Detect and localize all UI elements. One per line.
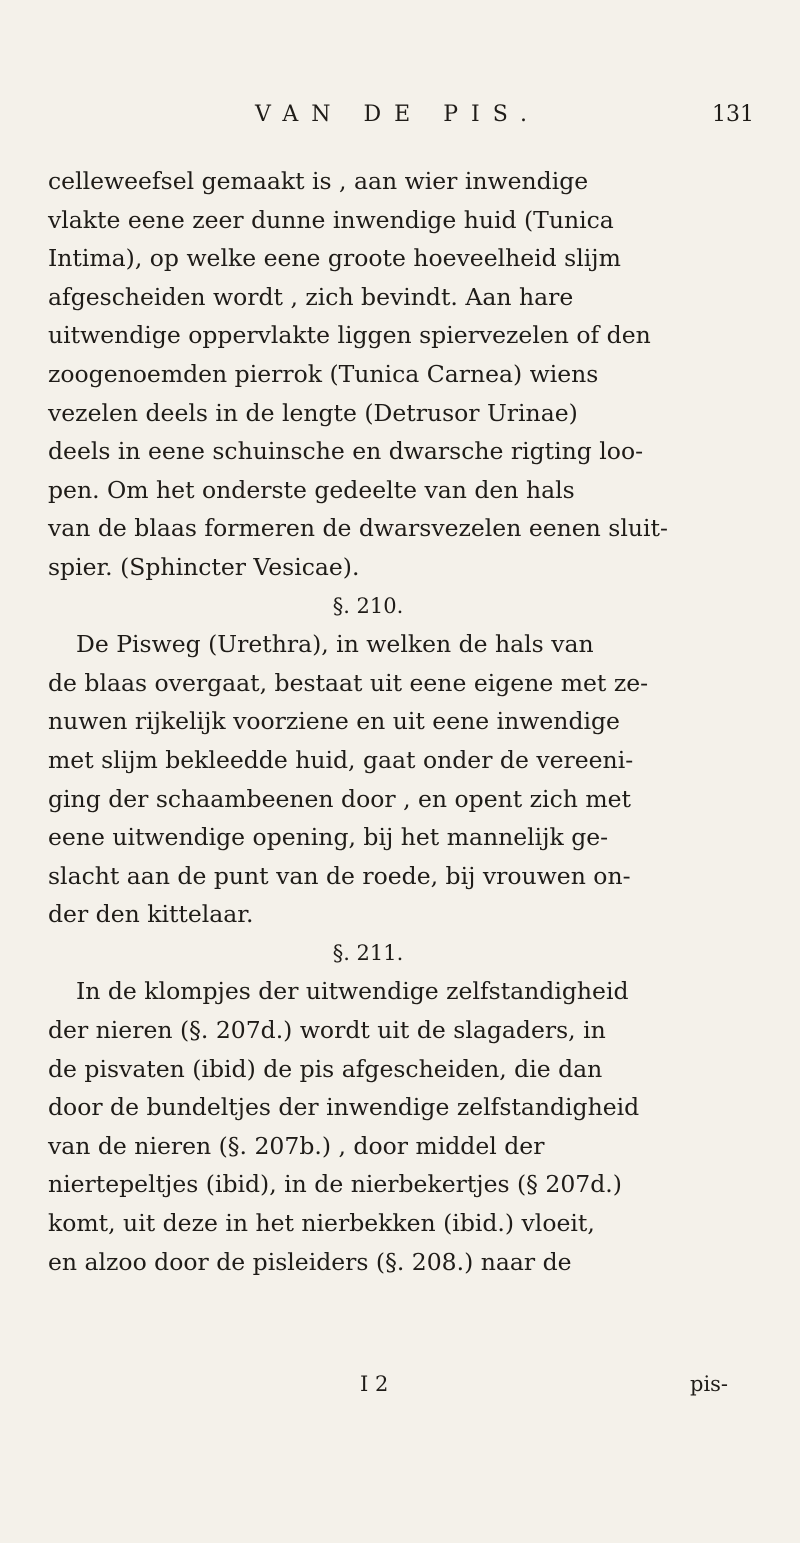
text-line: nuwen rijkelijk voorziene en uit eene inwendige bbox=[48, 707, 620, 736]
text-line: slacht aan de punt van de roede, bij vrouwen on- bbox=[48, 861, 631, 890]
text-line: spier. (Sphincter Vesicae). bbox=[48, 552, 360, 581]
section-heading-210: §. 210. bbox=[332, 593, 404, 618]
page-footer bbox=[0, 1372, 800, 1412]
text-line: pen. Om het onderste gedeelte van den hals bbox=[48, 475, 575, 504]
text-line: Intima), op welke eene groote hoeveelheid slijm bbox=[48, 244, 621, 273]
text-line: In de klompjes der uitwendige zelfstandigheid bbox=[76, 977, 629, 1006]
text-line: niertepeltjes (ibid), in de nierbekertjes (§ 207d.) bbox=[48, 1170, 622, 1199]
text-line: celleweefsel gemaakt is , aan wier inwendige bbox=[48, 167, 589, 195]
text-line: komt, uit deze in het nierbekken (ibid.) vloeit, bbox=[48, 1209, 595, 1238]
text-line: uitwendige oppervlakte liggen spiervezelen of den bbox=[48, 321, 651, 350]
text-line: met slijm bekleedde huid, gaat onder de vereeni- bbox=[48, 745, 634, 774]
text-line: vlakte eene zeer dunne inwendige huid (Tunica bbox=[48, 205, 614, 234]
text-line: afgescheiden wordt , zich bevindt. Aan hare bbox=[48, 282, 574, 311]
text-line: der den kittelaar. bbox=[48, 900, 254, 929]
text-line: door de bundeltjes der inwendige zelfstandigheid bbox=[48, 1093, 640, 1122]
signature-mark: I 2 bbox=[360, 1372, 389, 1396]
text-line: de blaas overgaat, bestaat uit eene eigene met ze- bbox=[48, 668, 649, 697]
body-text bbox=[48, 162, 748, 1281]
running-head: VAN DE PIS. bbox=[255, 102, 540, 127]
text-line: en alzoo door de pisleiders (§. 208.) naar de bbox=[48, 1247, 572, 1276]
section-heading-211: §. 211. bbox=[332, 940, 404, 965]
page-header bbox=[0, 102, 800, 142]
text-line: van de blaas formeren de dwarsvezelen eenen sluit- bbox=[48, 514, 668, 543]
text-line: De Pisweg (Urethra), in welken de hals van bbox=[76, 630, 594, 659]
text-line: van de nieren (§. 207b.) , door middel der bbox=[48, 1131, 545, 1160]
catchword: pis- bbox=[690, 1372, 729, 1396]
text-line: de pisvaten (ibid) de pis afgescheiden, die dan bbox=[48, 1054, 603, 1083]
text-line: zoogenoemden pierrok (Tunica Carnea) wiens bbox=[48, 359, 599, 388]
page-number: 131 bbox=[712, 102, 754, 127]
text-line: vezelen deels in de lengte (Detrusor Urinae) bbox=[48, 398, 578, 427]
text-line: deels in eene schuinsche en dwarsche rigting loo- bbox=[48, 437, 644, 466]
text-line: der nieren (§. 207d.) wordt uit de slagaders, in bbox=[48, 1016, 606, 1045]
text-line: ging der schaambeenen door , en opent zich met bbox=[48, 784, 631, 813]
text-line: eene uitwendige opening, bij het mannelijk ge- bbox=[48, 823, 609, 852]
